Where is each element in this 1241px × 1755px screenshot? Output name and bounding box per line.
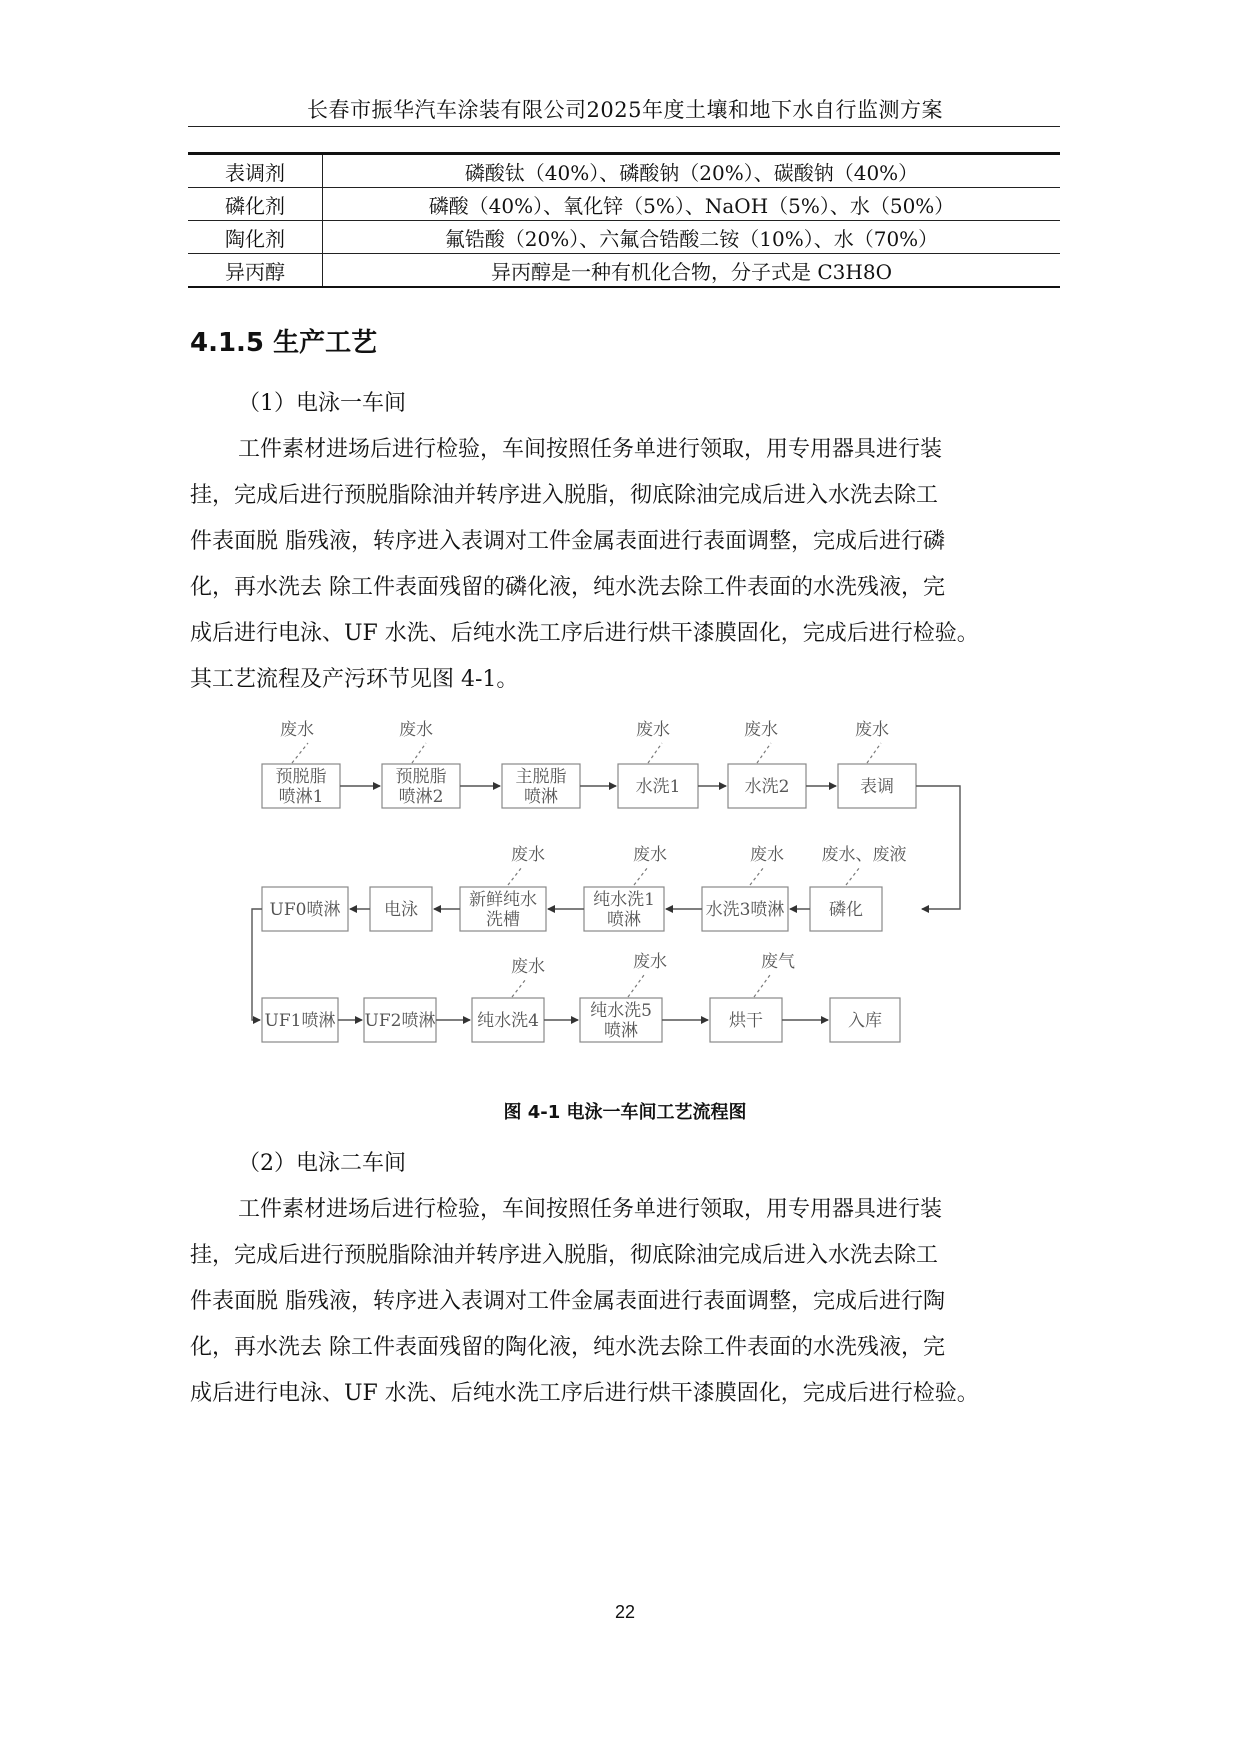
emission-row-3 <box>511 952 795 997</box>
emission-label: 废水 <box>399 720 433 740</box>
process-flow-diagram <box>250 715 1050 1075</box>
table-cell-composition: 磷酸钛（40%）、磷酸钠（20%）、碳酸钠（40%） <box>464 160 919 185</box>
paragraph-line: 其工艺流程及产污环节见图 4-1。 <box>190 667 519 692</box>
process-label: 喷淋1 <box>278 787 324 807</box>
process-label: 喷淋 <box>524 787 558 807</box>
emission-arrow <box>412 743 426 763</box>
emission-arrow <box>867 743 881 763</box>
process-label: 磷化 <box>829 900 863 920</box>
emission-arrow <box>757 743 771 763</box>
table-cell-composition: 氟锆酸（20%）、六氟合锆酸二铵（10%）、水（70%） <box>323 221 1061 254</box>
emission-arrow <box>508 867 522 885</box>
table-cell-name: 表调剂 <box>188 154 323 188</box>
section-title: 4.1.5 生产工艺 <box>190 328 378 358</box>
emission-label: 废水、废液 <box>821 845 907 865</box>
emission-label: 废气 <box>761 952 795 972</box>
table-cell-name: 陶化剂 <box>188 221 323 254</box>
table-cell-name: 磷化剂 <box>188 188 323 221</box>
process-label: UF0喷淋 <box>269 900 341 920</box>
table-row <box>188 188 1060 221</box>
process-label: 表调 <box>860 777 894 797</box>
process-label: 纯水洗4 <box>477 1011 539 1031</box>
process-label: 水洗1 <box>635 777 681 797</box>
process-label: 水洗2 <box>744 777 790 797</box>
process-label: UF2喷淋 <box>364 1011 436 1031</box>
emission-label: 废水 <box>511 845 545 865</box>
emission-label: 废水 <box>855 720 889 740</box>
emission-label: 废水 <box>633 952 667 972</box>
process-label: 洗槽 <box>486 910 520 930</box>
header-rule <box>188 126 1060 127</box>
emission-arrow <box>754 975 770 997</box>
table-row <box>188 154 1060 188</box>
emission-row-1 <box>280 720 889 763</box>
process-label: 烘干 <box>729 1011 763 1031</box>
emission-arrow <box>750 867 764 885</box>
workshop1-heading: （1）电泳一车间 <box>238 391 406 416</box>
emission-arrow <box>292 743 308 763</box>
process-label: 主脱脂 <box>515 767 567 787</box>
process-label: 入库 <box>848 1011 882 1031</box>
process-label: 喷淋2 <box>398 787 444 807</box>
paragraph-line: 挂，完成后进行预脱脂除油并转序进入脱脂，彻底除油完成后进入水洗去除工 <box>190 483 939 508</box>
emission-label: 废水 <box>744 720 778 740</box>
page-header: 长春市振华汽车涂装有限公司2025年度土壤和地下水自行监测方案 <box>307 98 943 122</box>
flow-arrow <box>916 786 960 909</box>
paragraph-line: 化，再水洗去 除工件表面残留的陶化液，纯水洗去除工件表面的水洗残液，完 <box>190 1335 945 1360</box>
table-row <box>188 254 1060 288</box>
paragraph-line: 化，再水洗去 除工件表面残留的磷化液，纯水洗去除工件表面的水洗残液，完 <box>190 575 945 600</box>
process-label: 新鲜纯水 <box>469 890 537 910</box>
paragraph-line: 成后进行电泳、UF 水洗、后纯水洗工序后进行烘干漆膜固化，完成后进行检验。 <box>190 1381 979 1406</box>
emission-arrow <box>512 979 526 997</box>
process-label: 预脱脂 <box>275 767 327 787</box>
emission-arrow <box>648 743 662 763</box>
paragraph-line: 成后进行电泳、UF 水洗、后纯水洗工序后进行烘干漆膜固化，完成后进行检验。 <box>190 621 979 646</box>
process-label: 纯水洗1 <box>593 890 655 910</box>
process-label: 喷淋 <box>607 910 641 930</box>
figure-caption: 图 4-1 电泳一车间工艺流程图 <box>503 1102 747 1123</box>
paragraph-line: 工件素材进场后进行检验，车间按照任务单进行领取，用专用器具进行装 <box>238 437 943 462</box>
emission-label: 废水 <box>633 845 667 865</box>
process-label: 预脱脂 <box>395 767 447 787</box>
emission-label: 废水 <box>511 957 545 977</box>
emission-label: 废水 <box>750 845 784 865</box>
table-cell-composition: 异丙醇是一种有机化合物，分子式是 C3H8O <box>323 254 1061 288</box>
workshop2-heading: （2）电泳二车间 <box>238 1151 406 1176</box>
flow-arrow <box>252 909 262 1020</box>
emission-arrow <box>628 975 644 997</box>
table-row <box>188 221 1060 254</box>
process-label: 喷淋 <box>604 1021 638 1041</box>
process-label: 水洗3喷淋 <box>705 900 785 920</box>
table-cell-composition: 磷酸（40%）、氧化锌（5%）、NaOH（5%）、水（50%） <box>323 188 1061 221</box>
paragraph-line: 挂，完成后进行预脱脂除油并转序进入脱脂，彻底除油完成后进入水洗去除工 <box>190 1243 939 1268</box>
paragraph-line: 工件素材进场后进行检验，车间按照任务单进行领取，用专用器具进行装 <box>238 1197 943 1222</box>
emission-label: 废水 <box>636 720 670 740</box>
process-label: 电泳 <box>384 900 418 920</box>
page-number: 22 <box>614 1602 636 1622</box>
emission-arrow <box>634 867 648 885</box>
materials-table <box>188 152 1060 288</box>
emission-arrow <box>846 867 860 885</box>
paragraph-line: 件表面脱 脂残液，转序进入表调对工件金属表面进行表面调整，完成后进行磷 <box>190 529 945 554</box>
emission-row-2 <box>508 845 907 885</box>
process-label: UF1喷淋 <box>264 1011 336 1031</box>
paragraph-line: 件表面脱 脂残液，转序进入表调对工件金属表面进行表面调整，完成后进行陶 <box>190 1289 945 1314</box>
process-label: 纯水洗5 <box>590 1001 652 1021</box>
emission-label: 废水 <box>280 720 314 740</box>
table-cell-name: 异丙醇 <box>188 254 323 288</box>
